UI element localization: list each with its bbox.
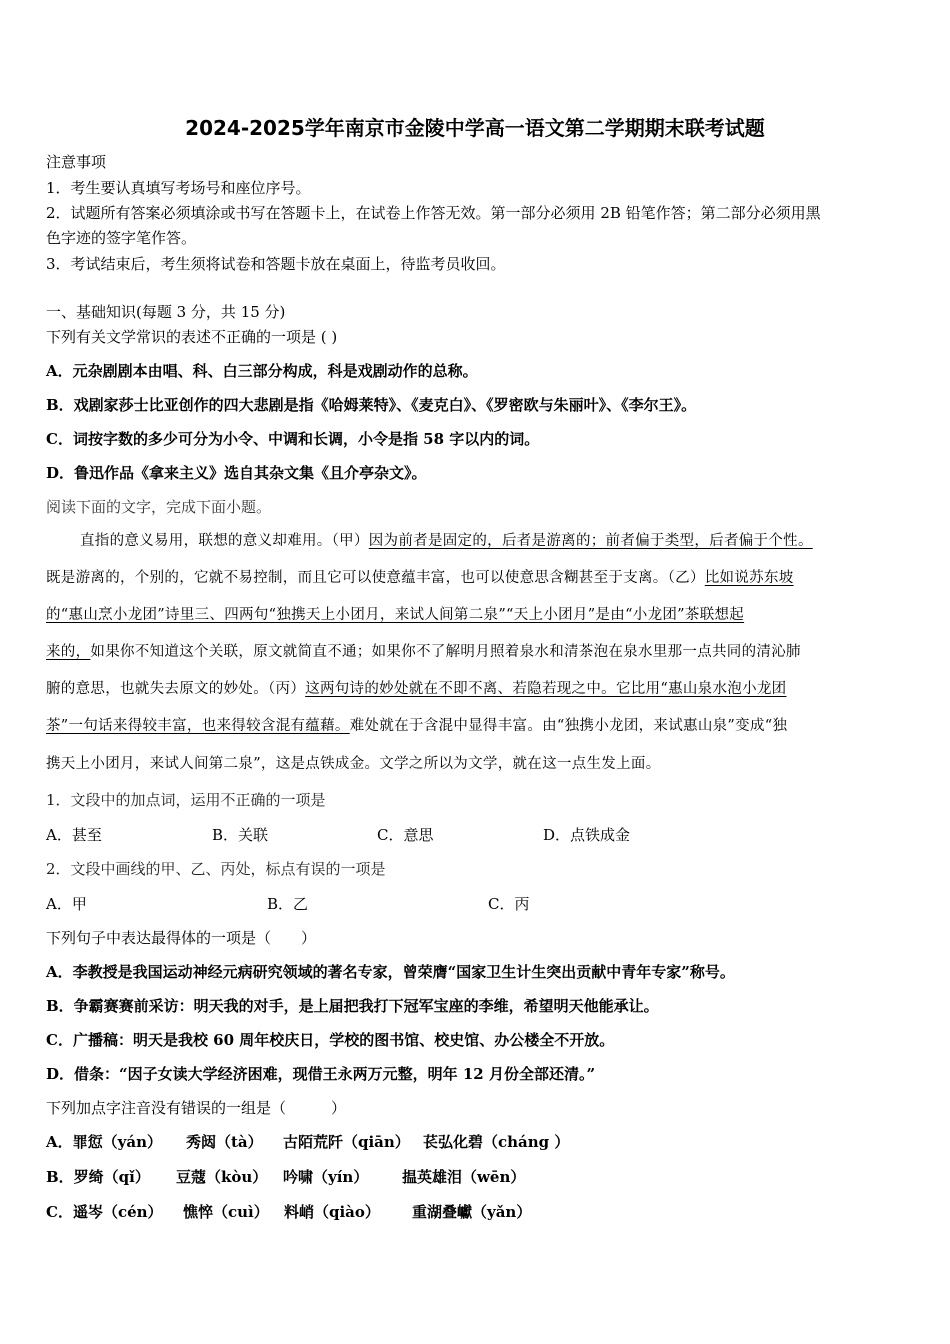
passage-text: 携天上小团月，来试人间第二泉”，这是点铁成金。文学之所以为文学，就在这一点生发上面。 [46, 756, 661, 772]
q1-option-c: C．词按字数的多少可分为小令、中调和长调，小令是指 58 字以内的词。 [46, 430, 540, 448]
q1-stem: 下列有关文学常识的表述不正确的一项是 ( ) [46, 328, 338, 346]
q4-a-3: 古陌荒阡（qiān） [283, 1133, 410, 1151]
passage-text: 如果你不知道这个关联，原文就简直不通；如果你不了解明月照着泉水和清茶泡在泉水里那一点共同的清沁肺 [90, 644, 801, 660]
underline-bing: 茶”一句话来得较丰富，也来得较含混有蕴藉。 [46, 718, 350, 734]
sub1-option-a: A．甚至 [46, 826, 102, 844]
q4-b-2: 豆蔻（kòu） [176, 1168, 268, 1186]
passage-line-3 [46, 605, 744, 625]
sub1-option-c: C．意思 [377, 826, 434, 844]
q4-b-1: B．罗绮（qǐ） [46, 1168, 150, 1186]
q3-option-a: A．李教授是我国运动神经元病研究领域的著名专家，曾荣膺“国家卫生计生突出贡献中青年专家”称号。 [46, 963, 735, 981]
q4-b-4: 揾英雄泪（wēn） [402, 1168, 526, 1186]
sub1-option-d: D．点铁成金 [543, 826, 631, 844]
underline-yi: 的“惠山烹小龙团”诗里三、四两句“独携天上小团月，来试人间第二泉”“天上小团月”是由“小龙团”茶联想起 [46, 607, 745, 623]
q4-a-4: 苌弘化碧（cháng ） [423, 1133, 570, 1151]
underline-yi: 比如说苏东坡 [704, 570, 794, 586]
q4-a-2: 秀闼（tà） [186, 1133, 263, 1151]
passage-line-5 [46, 679, 786, 699]
notice-heading: 注意事项 [46, 153, 107, 171]
q3-option-c: C．广播稿：明天是我校 60 周年校庆日，学校的图书馆、校史馆、办公楼全不开放。 [46, 1031, 615, 1049]
q4-c-4: 重湖叠巘（yǎn） [412, 1203, 532, 1221]
q4-b-3: 吟啸（yín） [283, 1168, 369, 1186]
reading-intro: 阅读下面的文字，完成下面小题。 [46, 498, 272, 516]
sub2-option-a: A．甲 [46, 895, 87, 913]
q4-stem: 下列加点字注音没有错误的一组是（ ） [46, 1099, 347, 1117]
notice-item-2-cont: 色字迹的签字笔作答。 [46, 229, 197, 247]
passage-text: 直指的意义易用，联想的意义却难用。（甲） [80, 533, 369, 549]
notice-item-2: 2．试题所有答案必须填涂或书写在答题卡上，在试卷上作答无效。第一部分必须用 2B 铅笔作答；第二部分必须用黑 [46, 204, 821, 222]
q4-a-1: A．罪愆（yán） [46, 1133, 162, 1151]
exam-title: 2024-2025学年南京市金陵中学高一语文第二学期期末联考试题 [185, 116, 765, 140]
q4-c-2: 憔悴（cuì） [183, 1203, 269, 1221]
passage-line-1 [80, 531, 813, 551]
q1-option-b: B．戏剧家莎士比亚创作的四大悲剧是指《哈姆莱特》、《麦克白》、《罗密欧与朱丽叶》、《李尔王》。 [46, 396, 697, 414]
sub2-stem: 2．文段中画线的甲、乙、丙处，标点有误的一项是 [46, 860, 386, 878]
notice-item-3: 3．考试结束后，考生须将试卷和答题卡放在桌面上，待监考员收回。 [46, 255, 506, 273]
underline-bing: 这两句诗的妙处就在不即不离、若隐若现之中。它比用“惠山泉水泡小龙团 [305, 681, 787, 697]
underline-yi: 来的， [46, 644, 91, 660]
q4-c-3: 料峭（qiào） [284, 1203, 380, 1221]
passage-text: 腑的意思，也就失去原文的妙处。（丙） [46, 681, 306, 697]
sub2-option-c: C．丙 [488, 895, 530, 913]
passage-line-2 [46, 568, 794, 588]
passage-line-6 [46, 716, 787, 736]
passage-line-7 [46, 754, 661, 774]
q4-c-1: C．遥岑（cén） [46, 1203, 163, 1221]
q3-option-b: B．争霸赛赛前采访：明天我的对手，是上届把我打下冠军宝座的李维，希望明天他能承让。 [46, 997, 659, 1015]
sub2-option-b: B．乙 [267, 895, 309, 913]
sub1-stem: 1．文段中的加点词，运用不正确的一项是 [46, 791, 326, 809]
q3-option-d: D．借条：“因子女读大学经济困难，现借王永两万元整，明年 12 月份全部还清。” [46, 1065, 596, 1083]
q1-option-a: A．元杂剧剧本由唱、科、白三部分构成，科是戏剧动作的总称。 [46, 362, 478, 380]
passage-text: 难处就在于含混中显得丰富。由“独携小龙团，来试惠山泉”变成“独 [349, 718, 788, 734]
section-heading: 一、基础知识(每题 3 分，共 15 分) [46, 303, 286, 321]
passage-text: 既是游离的，个别的，它就不易控制，而且它可以使意蕴丰富，也可以使意思含糊甚至于支离。（乙） [46, 570, 705, 586]
notice-item-1: 1．考生要认真填写考场号和座位序号。 [46, 179, 311, 197]
q1-option-d: D．鲁迅作品《拿来主义》选自其杂文集《且介亭杂文》。 [46, 464, 427, 482]
q3-stem: 下列句子中表达最得体的一项是（ ） [46, 929, 317, 947]
sub1-option-b: B．关联 [212, 826, 269, 844]
passage-line-4 [46, 642, 801, 662]
underline-jia: 因为前者是固定的，后者是游离的；前者偏于类型，后者偏于个性。 [368, 533, 813, 549]
